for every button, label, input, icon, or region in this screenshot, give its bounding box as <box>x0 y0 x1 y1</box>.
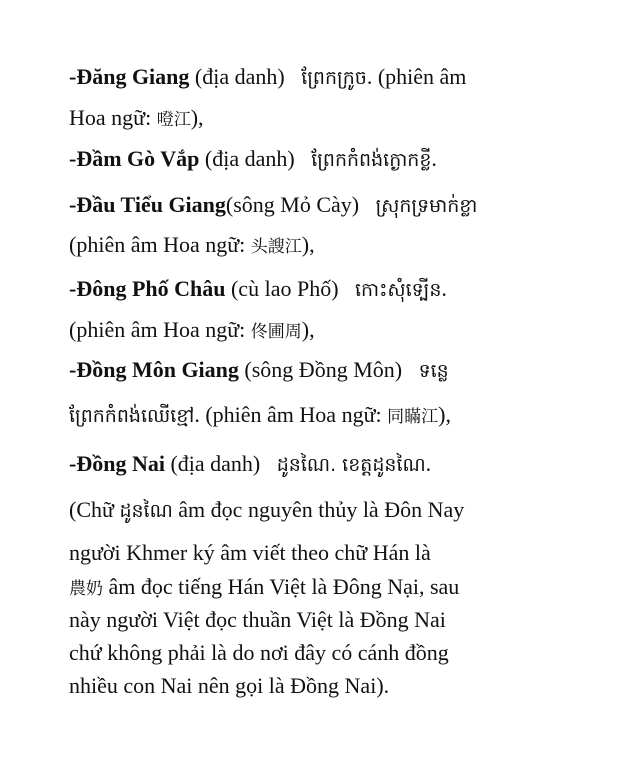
entry-khmer-text: ដូនណៃ. ខេត្តដូនណៃ <box>276 454 426 476</box>
entry-dong-mon-giang-line-2 <box>69 404 451 426</box>
entry-line2-text: (phiên âm Hoa ngữ: <box>69 232 251 257</box>
entry-line2-end: ), <box>190 105 204 130</box>
entry-han-text: 佟圃周 <box>250 322 302 342</box>
entry-dang-giang-line-1 <box>69 66 466 88</box>
entry-rest: . <box>441 276 447 301</box>
entry-note: (sông Mỏ Cày) <box>225 192 360 217</box>
entry-line2-text: (phiên âm Hoa ngữ: <box>69 317 251 342</box>
paragraph-han-text: 農奶 <box>69 579 103 599</box>
paragraph-text: này người Việt đọc thuần Việt là Đồng Nai <box>69 607 446 632</box>
paragraph-line-3 <box>69 576 459 598</box>
paragraph-line-4 <box>69 609 446 631</box>
paragraph-khmer-text: ដូនណៃ <box>119 500 173 522</box>
entry-term: -Đông Phố Châu <box>69 276 226 301</box>
entry-dong-pho-chau-line-1 <box>69 278 447 300</box>
paragraph-line-5 <box>69 642 449 664</box>
entry-term: -Đồng Nai <box>69 451 165 476</box>
entry-note: (địa danh) <box>199 146 295 171</box>
entry-dau-tieu-giang-line-2 <box>69 234 315 256</box>
entry-note: (sông Đồng Môn) <box>238 357 403 382</box>
entry-khmer-text: កោះសុំទ្បើន <box>355 279 442 301</box>
entry-term: -Đầm Gò Vắp <box>69 146 200 171</box>
entry-rest: . <box>431 146 437 171</box>
entry-khmer-text: ព្រែកក្រូច <box>301 67 367 89</box>
entry-note: (địa danh) <box>189 64 285 89</box>
entry-han-text: 头謏江 <box>250 237 302 257</box>
entry-line2-text: Hoa ngữ: <box>69 105 157 130</box>
entry-dong-nai <box>69 453 431 475</box>
entry-khmer-text: ទន្លេ <box>418 360 449 382</box>
paragraph-line-1 <box>69 499 464 521</box>
entry-line2-end: ), <box>301 317 315 342</box>
entry-dong-pho-chau-line-2 <box>69 319 315 341</box>
entry-note: (cù lao Phố) <box>225 276 339 301</box>
entry-rest: . <box>425 451 432 476</box>
entry-han-text: 噔江 <box>156 110 191 130</box>
paragraph-line-6 <box>69 675 389 697</box>
entry-term: -Đồng Môn Giang <box>69 357 239 382</box>
entry-khmer-text: ស្រុកទ្រមាក់ខ្លា <box>375 195 478 217</box>
entry-han-text: 同瞞江 <box>387 407 439 427</box>
entry-term: -Đầu Tiểu Giang <box>69 192 226 217</box>
entry-note: (địa danh) <box>164 451 261 476</box>
entry-khmer-text: ព្រែកកំពង់ឈើខ្មៅ <box>69 405 195 427</box>
entry-rest: . (phiên âm <box>366 64 467 89</box>
paragraph-text: âm đọc nguyên thủy là Đôn Nay <box>172 497 465 522</box>
paragraph-line-2 <box>69 542 431 564</box>
entry-dong-mon-giang-line-1 <box>69 359 449 381</box>
entry-dang-giang-line-2 <box>69 107 204 129</box>
paragraph-text: người Khmer ký âm viết theo chữ Hán là <box>69 540 431 565</box>
entry-term: -Đăng Giang <box>69 64 190 89</box>
entry-dam-go-vap <box>69 148 437 170</box>
paragraph-text: nhiều con Nai nên gọi là Đồng Nai). <box>69 673 390 698</box>
paragraph-text: chứ không phải là do nơi đây có cánh đồng <box>69 640 449 665</box>
entry-line2-text: . (phiên âm Hoa ngữ: <box>194 402 388 427</box>
entry-line2-end: ), <box>301 232 315 257</box>
paragraph-text: (Chữ <box>69 497 120 522</box>
entry-khmer-text: ព្រែកកំពង់ក្ងោកខ្លី <box>311 149 432 171</box>
paragraph-text: âm đọc tiếng Hán Việt là Đông Nại, sau <box>103 574 460 599</box>
entry-dau-tieu-giang-line-1 <box>69 194 477 216</box>
entry-line2-end: ), <box>438 402 451 427</box>
